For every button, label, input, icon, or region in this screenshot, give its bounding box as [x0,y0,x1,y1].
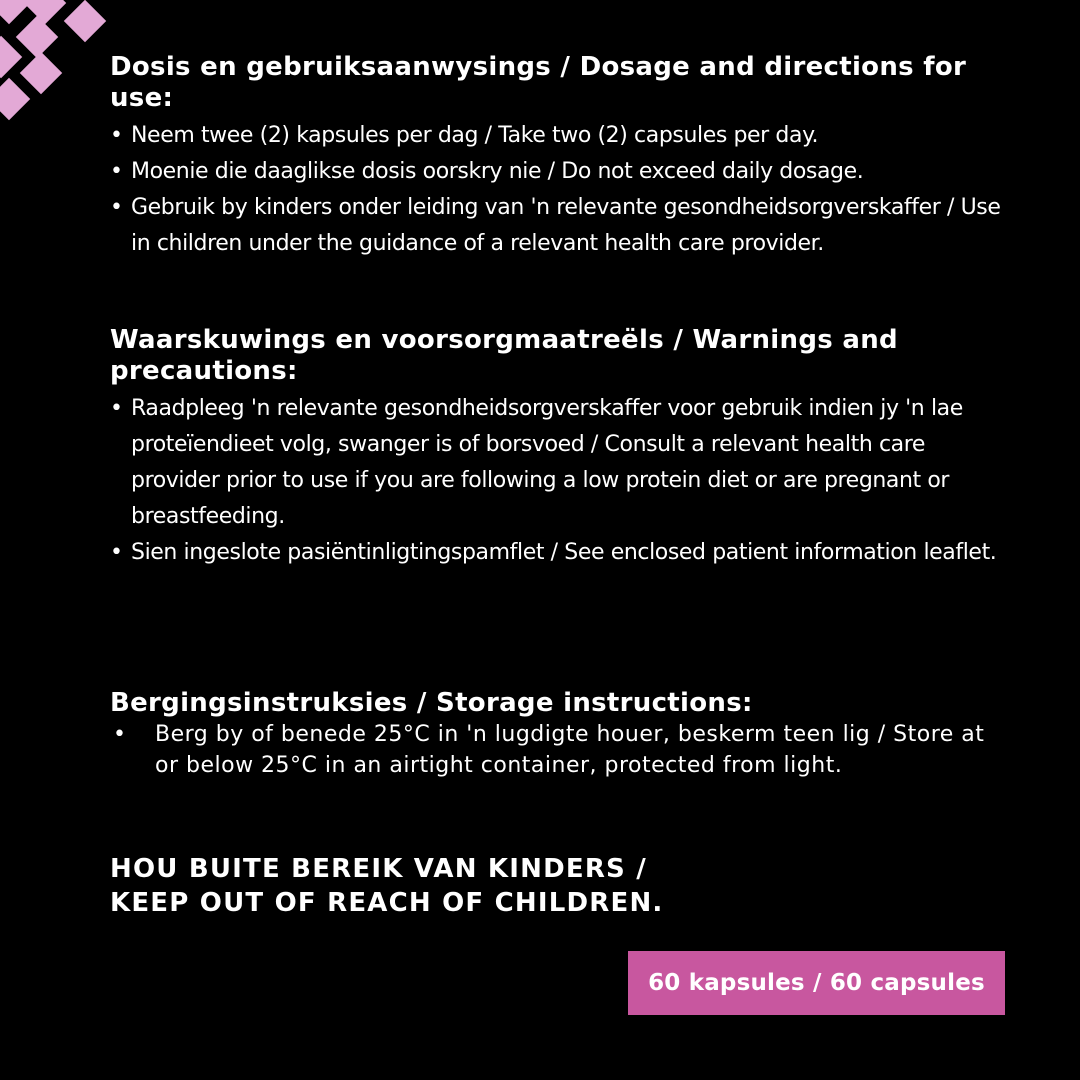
diamond-shape [20,52,62,94]
list-item: • Berg by of benede 25°C in 'n lugdigte houer, beskerm teen lig / Store at or below 25°C in an airtight container, protected from light. [110,719,1015,781]
diamond-shape [0,78,30,120]
children-warning-line1: HOU BUITE BEREIK VAN KINDERS / [110,854,647,884]
dosage-list [110,118,1010,262]
children-warning-line2: KEEP OUT OF REACH OF CHILDREN. [110,888,664,918]
children-warning [110,852,664,920]
list-item: • Gebruik by kinders onder leiding van 'n relevante gesondheidsorgverskaffer / Use in children under the guidance of a relevant health care provider. [110,190,1010,262]
storage-section [110,688,1015,781]
list-item: • Neem twee (2) kapsules per dag / Take two (2) capsules per day. [110,118,1010,154]
dosage-heading: Dosis en gebruiksaanwysings / Dosage and directions for use: [110,52,967,113]
list-item: • Moenie die daaglikse dosis oorskry nie / Do not exceed daily dosage. [110,154,1010,190]
warnings-list [110,391,1010,571]
warnings-section [110,325,1010,571]
list-item: • Sien ingeslote pasiëntinligtingspamflet / See enclosed patient information leaflet. [110,535,1010,571]
diamond-shape [24,0,66,24]
storage-list [110,719,1015,781]
dosage-section [110,52,1010,262]
diamond-shape [16,16,58,58]
diamond-shape [0,36,22,78]
capsule-count-badge: 60 kapsules / 60 capsules [628,951,1005,1015]
storage-heading: Bergingsinstruksies / Storage instructions: [110,688,753,718]
list-item: • Raadpleeg 'n relevante gesondheidsorgverskaffer voor gebruik indien jy 'n lae proteïendieet volg, swanger is of borsvoed / Consult a relevant health care provider prior to use if you are following a low protein diet or are pregnant or breastfeeding. [110,391,1010,535]
warnings-heading: Waarskuwings en voorsorgmaatreëls / Warnings and precautions: [110,325,898,386]
diamond-shape [64,0,106,42]
